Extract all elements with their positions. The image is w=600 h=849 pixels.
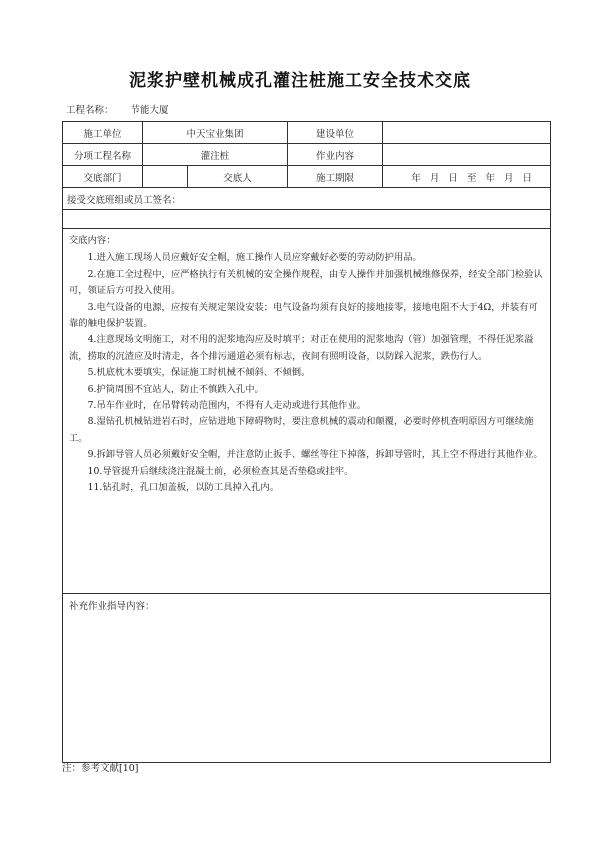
period-value: 年 月 日 至 年 月 日 [383,166,551,188]
footnote: 注：参考文献[10] [62,763,139,774]
content-item: 3.电气设备的电源，应按有关规定架设安装；电气设备均须有良好的接地接零，接地电阻不大于4Ω，并装有可靠的触电保护装置。 [69,301,538,330]
project-name-value: 节能大厦 [130,105,169,116]
content-item: 9.拆卸导管人员必须戴好安全帽，并注意防止扳手、螺丝等往下掉落，拆卸导管时，其上空不得进行其他作业。 [87,449,543,461]
sub-project-label: 分项工程名称 [63,144,143,166]
project-name-label: 工程名称： [66,105,114,116]
build-unit-label: 建设单位 [288,122,383,144]
content-item: 10.导管提升后继续浇注混凝土前，必须检查其是否垫稳或挂牢。 [87,465,354,477]
supplement-label: 补充作业指导内容： [69,601,155,612]
document-title: 泥浆护壁机械成孔灌注桩施工安全技术交底 [129,71,471,91]
disclosure-form-table [62,121,551,763]
sub-project-value: 灌注桩 [143,144,288,166]
construction-unit-value: 中天宝业集团 [143,122,288,144]
build-unit-value [383,122,551,144]
construction-unit-label: 施工单位 [63,122,143,144]
table-row [63,122,551,144]
work-content-label: 作业内容 [288,144,383,166]
content-item: 1.进入施工现场人员应戴好安全帽，施工操作人员应穿戴好必要的劳动防护用品。 [87,252,422,264]
disclosure-content [63,229,551,594]
content-item: 11.钻孔时，孔口加盖板，以防工具掉入孔内。 [87,482,280,494]
content-item: 5.机底枕木要填实，保证施工时机械不倾斜、不倾倒。 [87,367,311,379]
project-name [66,102,169,116]
content-item: 2.在施工全过程中，应严格执行有关机械的安全操作规程，由专人操作并加强机械维修保养，经安全部门检验认可，领证后方可投入使用。 [69,268,543,297]
content-item: 6.护筒周围不宜站人，防止不慎跌入孔中。 [87,383,264,395]
table-row [63,229,551,594]
signature-label: 接受交底班组或员工签名： [63,188,551,210]
dept-value [143,166,188,188]
content-item: 8.湿钻孔机械钻进岩石时，应钻进地下障碍物时，要注意机械的震动和颠覆，必要时停机查明原因方可继续施工。 [69,416,534,444]
table-row [63,144,551,166]
content-item: 7.吊车作业时，在吊臂转动范围内，不得有人走动或进行其他作业。 [87,400,367,412]
period-label: 施工期限 [288,166,383,188]
supplement-cell [63,594,551,763]
table-row [63,594,551,763]
dept-label: 交底部门 [63,166,143,188]
content-item: 4.注意现场文明施工，对不用的泥浆地沟应及时填平；对正在使用的泥浆地沟（管）加强管理，不得任泥浆溢流，捞取的沉渣应及时清走，各个排污通道必须有标志，夜间有照明设备，以防踩入泥浆，跌伤行人。 [69,334,534,362]
table-row [63,188,551,210]
table-row [63,166,551,188]
table-row [63,210,551,229]
person-label: 交底人 [188,166,288,188]
content-heading: 交底内容： [69,235,116,246]
work-content-value [383,144,551,166]
blank-row-cell [63,210,551,229]
